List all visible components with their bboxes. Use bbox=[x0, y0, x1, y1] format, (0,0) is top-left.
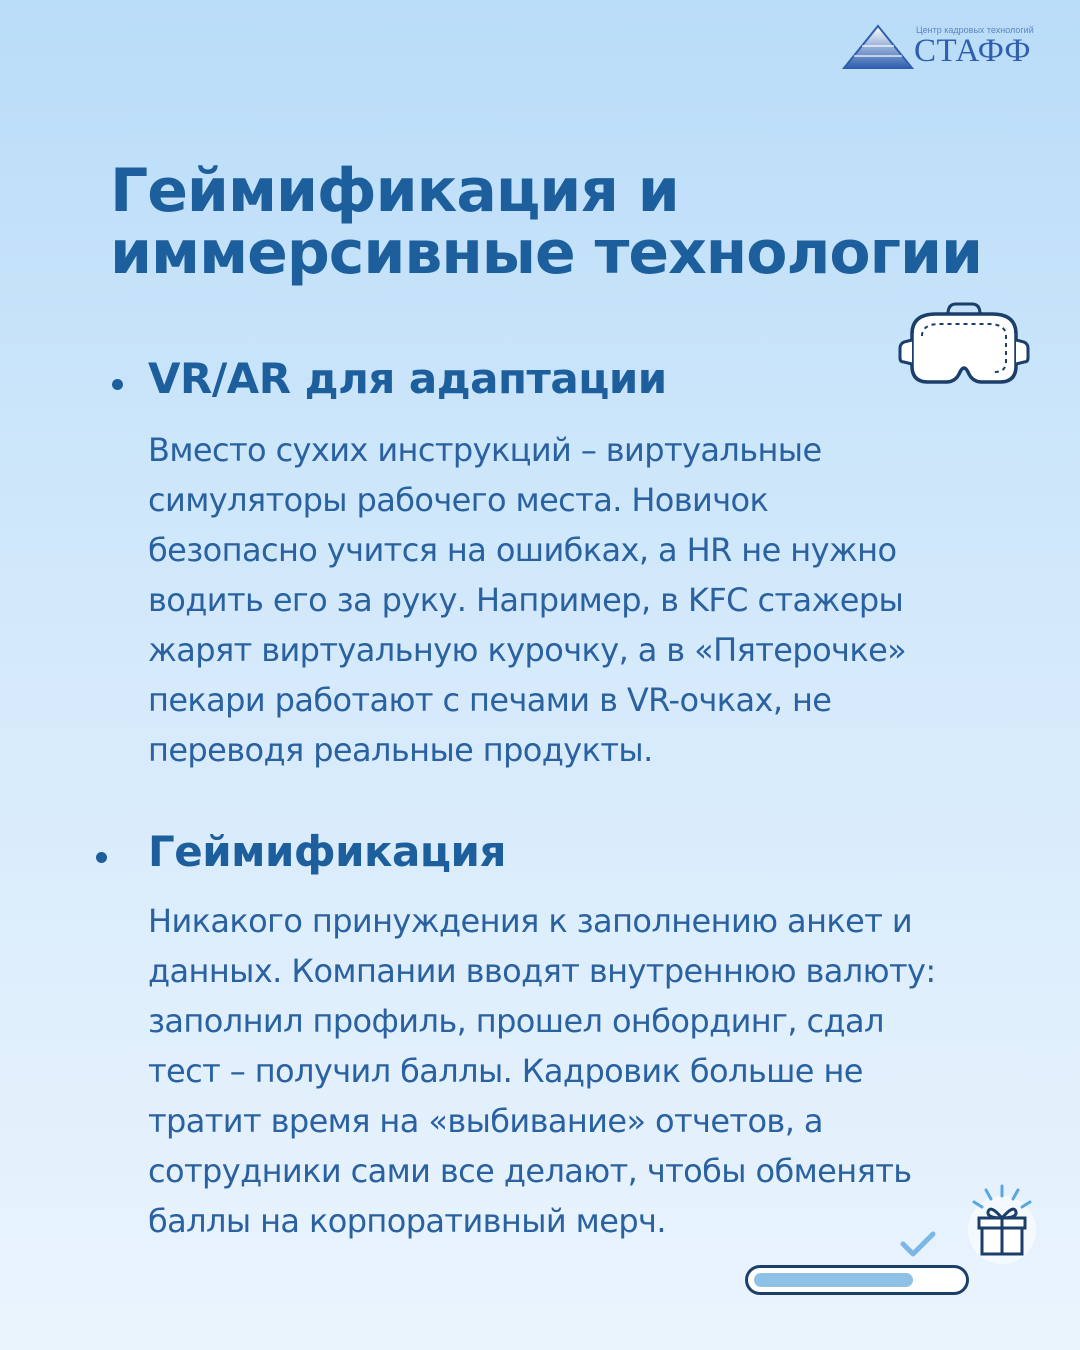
section-body-line: тест – получил баллы. Кадровик больше не bbox=[148, 1052, 863, 1090]
section-heading: Геймификация bbox=[148, 827, 506, 876]
section-body-line: жарят виртуальную курочку, а в «Пятерочке» bbox=[148, 631, 907, 669]
page-title-line-2: иммерсивные технологии bbox=[110, 218, 983, 288]
section-body-line: безопасно учится на ошибках, а HR не нужно bbox=[148, 531, 897, 569]
company-logo bbox=[842, 24, 1047, 74]
section-body-line: переводя реальные продукты. bbox=[148, 731, 653, 769]
bullet-icon bbox=[96, 852, 107, 863]
bullet-icon bbox=[112, 379, 123, 390]
section-body-line: заполнил профиль, прошел онбординг, сдал bbox=[148, 1002, 884, 1040]
section-body-line: данных. Компании вводят внутреннюю валюту: bbox=[148, 952, 936, 990]
section-body-line: водить его за руку. Например, в KFC стажеры bbox=[148, 581, 904, 619]
progress-fill bbox=[754, 1273, 913, 1287]
section-heading: VR/AR для адаптации bbox=[148, 354, 667, 403]
page-title bbox=[110, 156, 983, 288]
section-body-line: симуляторы рабочего места. Новичок bbox=[148, 481, 769, 519]
section-body-line: сотрудники сами все делают, чтобы обменять bbox=[148, 1152, 912, 1190]
checkmark-icon bbox=[898, 1228, 938, 1260]
gift-icon bbox=[960, 1182, 1044, 1266]
pyramid-logo-icon bbox=[842, 24, 914, 70]
section-body-line: баллы на корпоративный мерч. bbox=[148, 1202, 666, 1240]
progress-bar bbox=[745, 1265, 969, 1295]
section-body-line: Никакого принуждения к заполнению анкет и bbox=[148, 902, 913, 940]
logo-tagline: Центр кадровых технологий bbox=[916, 25, 1034, 35]
section-gamification bbox=[0, 823, 1080, 1243]
section-body bbox=[148, 425, 978, 775]
logo-name: СТАФФ bbox=[914, 33, 1031, 69]
page-title-line-1: Геймификация и bbox=[110, 156, 679, 226]
section-body-line: пекари работают с печами в VR-очках, не bbox=[148, 681, 832, 719]
section-body-line: Вместо сухих инструкций – виртуальные bbox=[148, 431, 822, 469]
section-body bbox=[148, 896, 978, 1246]
section-body-line: тратит время на «выбивание» отчетов, а bbox=[148, 1102, 823, 1140]
section-vr-ar bbox=[0, 350, 1080, 770]
